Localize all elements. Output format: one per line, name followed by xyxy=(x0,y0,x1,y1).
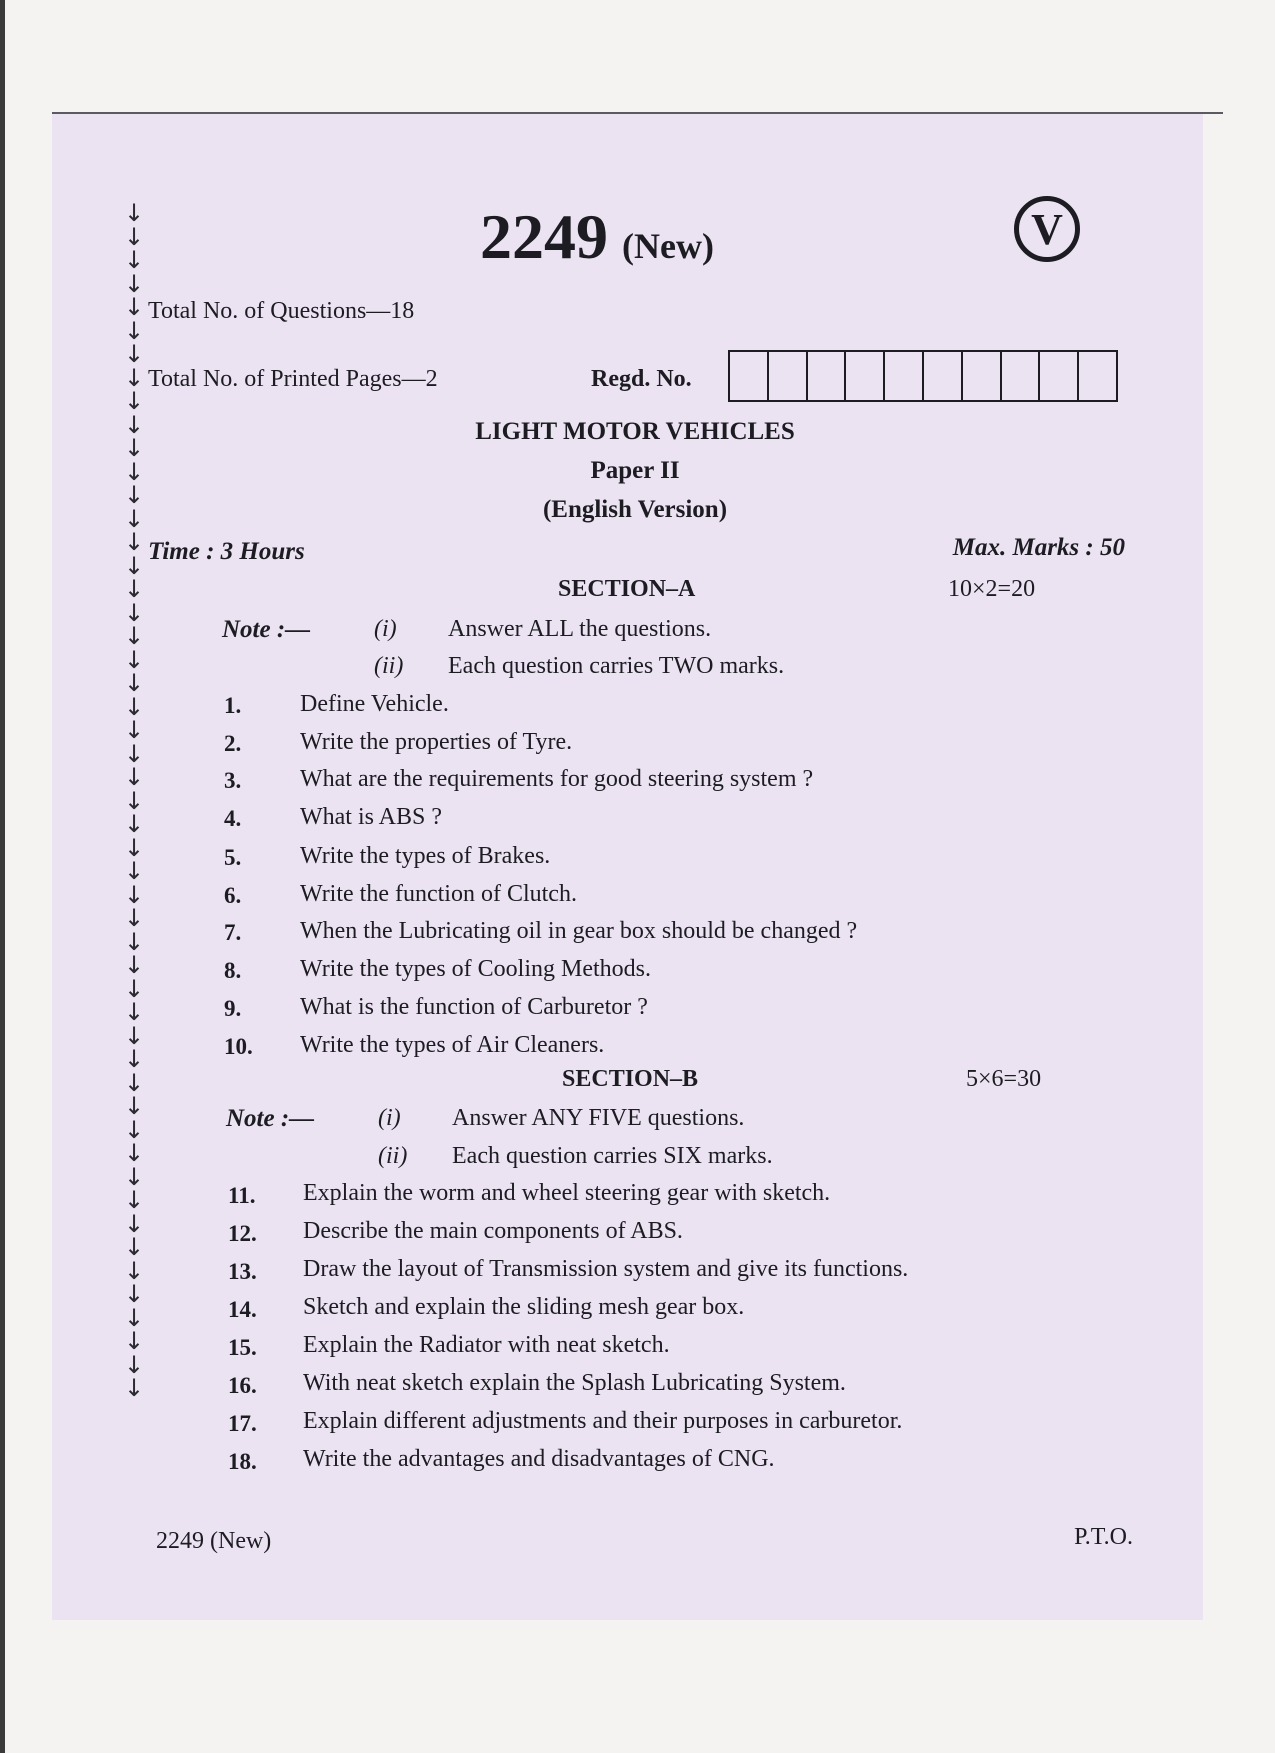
total-pages: Total No. of Printed Pages—2 xyxy=(148,366,438,392)
footer-paper-code: 2249 (New) xyxy=(156,1528,272,1554)
footer-pto: P.T.O. xyxy=(1074,1524,1133,1550)
regd-box[interactable] xyxy=(963,352,1002,400)
question-number: 15. xyxy=(228,1335,257,1360)
subject-title: LIGHT MOTOR VEHICLES xyxy=(475,418,795,445)
regd-box[interactable] xyxy=(846,352,885,400)
section-b-note-label: Note :— xyxy=(226,1105,315,1132)
question-text: What is the function of Carburetor ? xyxy=(300,994,648,1020)
question-number: 16. xyxy=(228,1373,257,1398)
question-number: 18. xyxy=(228,1449,257,1474)
question-number: 14. xyxy=(228,1297,257,1322)
question-text: Define Vehicle. xyxy=(300,691,449,717)
total-questions: Total No. of Questions—18 xyxy=(148,298,415,324)
section-a-marks: 10×2=20 xyxy=(948,576,1036,602)
regd-box[interactable] xyxy=(1079,352,1116,400)
question-text: Write the types of Air Cleaners. xyxy=(300,1032,605,1058)
margin-arrow-column: ↓ ↓ ↓ ↓ ↓ ↓ ↓ ↓ ↓ ↓ ↓ ↓ ↓ ↓ ↓ ↓ ↓ ↓ ↓ ↓ ↓ ↓ ↓ ↓ ↓ ↓ ↓ ↓ ↓ ↓ ↓ ↓ ↓ ↓ ↓ ↓ ↓ ↓ ↓ ↓ ↓ ↓ ↓ ↓ ↓ ↓ ↓ ↓ ↓ ↓ ↓ xyxy=(124,199,145,1402)
question-number: 4. xyxy=(224,806,242,831)
time-allowed: Time : 3 Hours xyxy=(148,538,305,565)
question-number: 3. xyxy=(224,768,242,793)
paper-number: Paper II xyxy=(590,457,680,484)
question-text: Sketch and explain the sliding mesh gear box. xyxy=(303,1294,745,1320)
regd-label: Regd. No. xyxy=(591,366,692,392)
sheet-top-rule xyxy=(52,112,1223,114)
paper-code: 2249 xyxy=(480,201,608,272)
scan-edge xyxy=(0,0,5,1753)
note-num: (ii) xyxy=(378,1143,408,1169)
question-number: 12. xyxy=(228,1221,257,1246)
note-num: (i) xyxy=(374,616,397,642)
question-number: 11. xyxy=(228,1183,256,1208)
question-text: When the Lubricating oil in gear box should be changed ? xyxy=(300,918,858,944)
question-text: Explain the Radiator with neat sketch. xyxy=(303,1332,670,1358)
max-marks: Max. Marks : 50 xyxy=(952,534,1125,561)
question-text: Write the advantages and disadvantages of CNG. xyxy=(303,1446,775,1472)
question-number: 17. xyxy=(228,1411,257,1436)
question-text: What are the requirements for good steering system ? xyxy=(300,766,814,792)
question-number: 6. xyxy=(224,883,242,908)
question-text: Write the properties of Tyre. xyxy=(300,729,573,755)
question-number: 13. xyxy=(228,1259,257,1284)
question-text: Write the types of Cooling Methods. xyxy=(300,956,651,982)
question-text: Write the function of Clutch. xyxy=(300,881,577,907)
question-number: 1. xyxy=(224,693,242,718)
question-text: Explain different adjustments and their purposes in carburetor. xyxy=(303,1408,903,1434)
regd-box[interactable] xyxy=(924,352,963,400)
section-b-title: SECTION–B xyxy=(562,1066,699,1092)
regd-box[interactable] xyxy=(808,352,847,400)
note-text: Answer ALL the questions. xyxy=(448,616,712,642)
note-text: Each question carries SIX marks. xyxy=(452,1143,773,1169)
section-a-note-label: Note :— xyxy=(222,616,311,643)
question-text: Explain the worm and wheel steering gear with sketch. xyxy=(303,1180,831,1206)
question-number: 10. xyxy=(224,1034,253,1059)
regd-box[interactable] xyxy=(1002,352,1041,400)
question-text: Draw the layout of Transmission system and give its functions. xyxy=(303,1256,909,1282)
note-num: (ii) xyxy=(374,653,404,679)
question-text: With neat sketch explain the Splash Lubricating System. xyxy=(303,1370,846,1396)
regd-box[interactable] xyxy=(769,352,808,400)
question-text: What is ABS ? xyxy=(300,804,442,830)
question-number: 8. xyxy=(224,958,242,983)
question-number: 5. xyxy=(224,845,242,870)
note-text: Each question carries TWO marks. xyxy=(448,653,785,679)
note-num: (i) xyxy=(378,1105,401,1131)
section-b-marks: 5×6=30 xyxy=(966,1066,1042,1092)
paper-code-heading xyxy=(480,200,714,274)
regd-number-boxes[interactable] xyxy=(728,350,1118,402)
regd-box[interactable] xyxy=(730,352,769,400)
regd-box[interactable] xyxy=(885,352,924,400)
question-number: 2. xyxy=(224,731,242,756)
section-a-title: SECTION–A xyxy=(558,576,696,602)
question-number: 7. xyxy=(224,920,242,945)
paper-version: (New) xyxy=(622,226,714,266)
question-text: Write the types of Brakes. xyxy=(300,843,551,869)
series-badge: V xyxy=(1014,196,1080,262)
question-number: 9. xyxy=(224,996,242,1021)
regd-box[interactable] xyxy=(1040,352,1079,400)
language-version: (English Version) xyxy=(542,496,728,523)
note-text: Answer ANY FIVE questions. xyxy=(452,1105,745,1131)
question-text: Describe the main components of ABS. xyxy=(303,1218,683,1244)
